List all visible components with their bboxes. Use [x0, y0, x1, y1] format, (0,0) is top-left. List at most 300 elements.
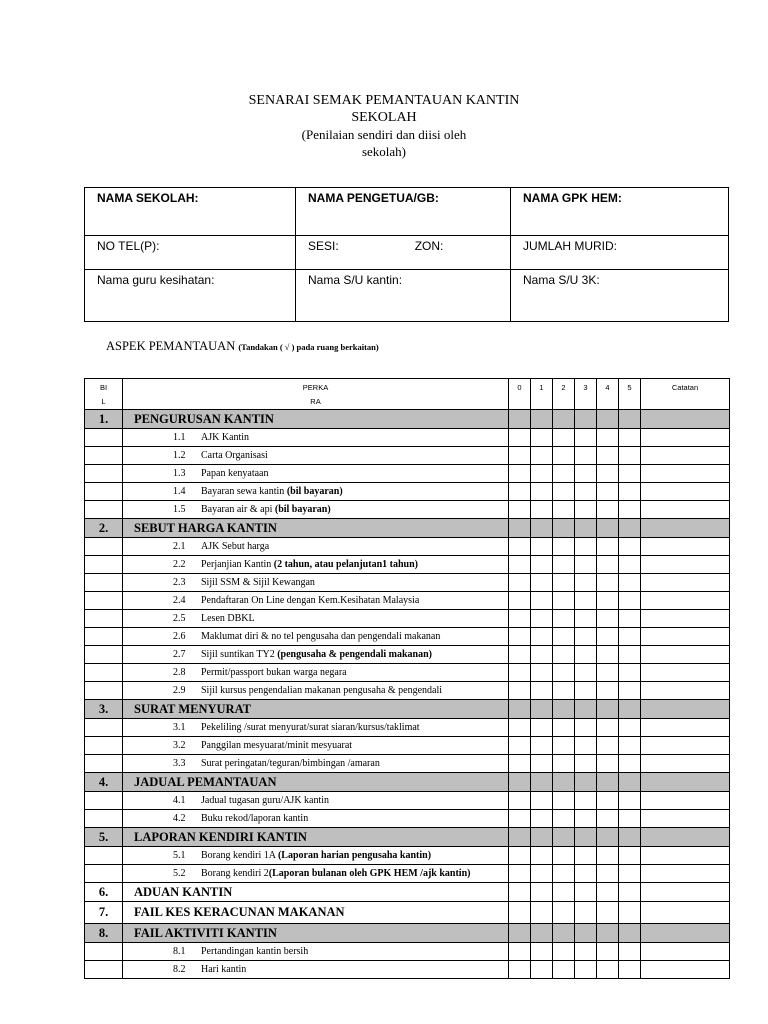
catatan-cell[interactable] — [641, 664, 730, 682]
score-cell-5[interactable] — [619, 943, 641, 961]
score-cell-5[interactable] — [619, 592, 641, 610]
score-cell-5[interactable] — [619, 810, 641, 828]
score-cell-1[interactable] — [531, 538, 553, 556]
section-title: JADUAL PEMANTAUAN — [123, 773, 509, 792]
score-cell-5[interactable] — [619, 483, 641, 501]
score-cell-5[interactable] — [619, 429, 641, 447]
score-cell-4[interactable] — [597, 737, 619, 755]
item-number: 2.1 — [173, 541, 186, 552]
score-cell-1[interactable] — [531, 429, 553, 447]
score-cell-4[interactable] — [597, 847, 619, 865]
score-cell-5[interactable] — [619, 501, 641, 519]
score-cell-4[interactable] — [597, 483, 619, 501]
score-cell-0[interactable] — [509, 961, 531, 979]
catatan-cell[interactable] — [641, 628, 730, 646]
item-bil-empty — [85, 719, 123, 737]
score-cell-2[interactable] — [553, 538, 575, 556]
catatan-cell[interactable] — [641, 610, 730, 628]
score-cell-4[interactable] — [597, 700, 619, 719]
item-row — [85, 429, 730, 447]
score-cell-1[interactable] — [531, 810, 553, 828]
section-row — [85, 924, 730, 943]
item-row — [85, 501, 730, 519]
score-cell-2[interactable] — [553, 519, 575, 538]
score-cell-0[interactable] — [509, 719, 531, 737]
score-cell-1[interactable] — [531, 410, 553, 429]
catatan-cell[interactable] — [641, 847, 730, 865]
score-cell-4[interactable] — [597, 429, 619, 447]
item-row — [85, 447, 730, 465]
score-cell-5[interactable] — [619, 519, 641, 538]
score-cell-1[interactable] — [531, 592, 553, 610]
score-cell-4[interactable] — [597, 501, 619, 519]
score-cell-4[interactable] — [597, 902, 619, 924]
score-cell-0[interactable] — [509, 773, 531, 792]
score-cell-1[interactable] — [531, 574, 553, 592]
score-cell-2[interactable] — [553, 810, 575, 828]
score-cell-2[interactable] — [553, 574, 575, 592]
score-cell-5[interactable] — [619, 961, 641, 979]
catatan-cell[interactable] — [641, 902, 730, 924]
header-score-5: 5 — [619, 379, 641, 410]
score-cell-3[interactable] — [575, 483, 597, 501]
score-cell-5[interactable] — [619, 610, 641, 628]
item-number: 2.5 — [173, 613, 186, 624]
score-cell-1[interactable] — [531, 865, 553, 883]
catatan-cell[interactable] — [641, 943, 730, 961]
score-cell-5[interactable] — [619, 700, 641, 719]
catatan-cell[interactable] — [641, 429, 730, 447]
score-cell-0[interactable] — [509, 883, 531, 902]
score-cell-3[interactable] — [575, 943, 597, 961]
score-cell-5[interactable] — [619, 538, 641, 556]
header-score-4: 4 — [597, 379, 619, 410]
score-cell-1[interactable] — [531, 682, 553, 700]
score-cell-4[interactable] — [597, 646, 619, 664]
item-bil-empty — [85, 682, 123, 700]
section-row — [85, 902, 730, 924]
score-cell-2[interactable] — [553, 847, 575, 865]
score-cell-1[interactable] — [531, 610, 553, 628]
score-cell-1[interactable] — [531, 519, 553, 538]
score-cell-2[interactable] — [553, 902, 575, 924]
item-description — [123, 961, 509, 979]
score-cell-4[interactable] — [597, 447, 619, 465]
score-cell-4[interactable] — [597, 519, 619, 538]
sesi-zon-field[interactable] — [296, 236, 511, 270]
score-cell-3[interactable] — [575, 664, 597, 682]
catatan-cell[interactable] — [641, 737, 730, 755]
score-cell-0[interactable] — [509, 943, 531, 961]
score-cell-3[interactable] — [575, 628, 597, 646]
item-number: 4.1 — [173, 795, 186, 806]
score-cell-0[interactable] — [509, 737, 531, 755]
score-cell-5[interactable] — [619, 883, 641, 902]
section-title: LAPORAN KENDIRI KANTIN — [123, 828, 509, 847]
catatan-cell[interactable] — [641, 592, 730, 610]
score-cell-4[interactable] — [597, 628, 619, 646]
guru-kesihatan-field[interactable] — [85, 270, 296, 322]
score-cell-1[interactable] — [531, 737, 553, 755]
score-cell-2[interactable] — [553, 447, 575, 465]
score-cell-3[interactable] — [575, 865, 597, 883]
item-emphasis: (2 tahun, atau pelanjutan1 tahun) — [273, 559, 418, 570]
item-number: 1.4 — [173, 486, 186, 497]
score-cell-5[interactable] — [619, 646, 641, 664]
score-cell-3[interactable] — [575, 828, 597, 847]
guru-kesihatan-label: Nama guru kesihatan: — [97, 273, 215, 287]
score-cell-0[interactable] — [509, 483, 531, 501]
item-number: 2.4 — [173, 595, 186, 606]
item-text: Hari kantin — [201, 964, 247, 975]
score-cell-1[interactable] — [531, 628, 553, 646]
title-line-4: sekolah) — [361, 144, 407, 159]
item-text: Pekeliling /surat menyurat/surat siaran/kursus/taklimat — [201, 722, 420, 733]
score-cell-1[interactable] — [531, 773, 553, 792]
score-cell-4[interactable] — [597, 810, 619, 828]
score-cell-5[interactable] — [619, 447, 641, 465]
score-cell-0[interactable] — [509, 755, 531, 773]
score-cell-1[interactable] — [531, 755, 553, 773]
jumlah-murid-field[interactable] — [511, 236, 729, 270]
catatan-cell[interactable] — [641, 773, 730, 792]
score-cell-3[interactable] — [575, 847, 597, 865]
score-cell-3[interactable] — [575, 646, 597, 664]
catatan-cell[interactable] — [641, 961, 730, 979]
score-cell-3[interactable] — [575, 700, 597, 719]
score-cell-5[interactable] — [619, 628, 641, 646]
score-cell-3[interactable] — [575, 501, 597, 519]
item-number: 1.3 — [173, 468, 186, 479]
nama-sekolah-label: NAMA SEKOLAH: — [97, 191, 199, 205]
item-number: 5.1 — [173, 850, 186, 861]
item-emphasis: (bil bayaran) — [286, 486, 343, 497]
score-cell-5[interactable] — [619, 465, 641, 483]
catatan-cell[interactable] — [641, 883, 730, 902]
item-number: 3.3 — [173, 758, 186, 769]
score-cell-2[interactable] — [553, 792, 575, 810]
score-cell-0[interactable] — [509, 628, 531, 646]
score-cell-5[interactable] — [619, 847, 641, 865]
score-cell-0[interactable] — [509, 924, 531, 943]
item-emphasis: (pengusaha & pengendali makanan) — [277, 649, 432, 660]
item-bil-empty — [85, 737, 123, 755]
score-cell-5[interactable] — [619, 737, 641, 755]
score-cell-0[interactable] — [509, 410, 531, 429]
score-cell-3[interactable] — [575, 465, 597, 483]
catatan-cell[interactable] — [641, 792, 730, 810]
score-cell-2[interactable] — [553, 737, 575, 755]
zon-label: ZON: — [414, 239, 444, 253]
score-cell-4[interactable] — [597, 556, 619, 574]
score-cell-3[interactable] — [575, 719, 597, 737]
catatan-cell[interactable] — [641, 682, 730, 700]
item-text: Perjanjian Kantin — [201, 559, 274, 570]
score-cell-3[interactable] — [575, 592, 597, 610]
score-cell-5[interactable] — [619, 924, 641, 943]
item-bil-empty — [85, 810, 123, 828]
catatan-cell[interactable] — [641, 865, 730, 883]
score-cell-3[interactable] — [575, 574, 597, 592]
item-number: 8.1 — [173, 946, 186, 957]
catatan-cell[interactable] — [641, 755, 730, 773]
catatan-cell[interactable] — [641, 810, 730, 828]
score-cell-1[interactable] — [531, 943, 553, 961]
score-cell-5[interactable] — [619, 865, 641, 883]
score-cell-1[interactable] — [531, 501, 553, 519]
score-cell-0[interactable] — [509, 847, 531, 865]
score-cell-3[interactable] — [575, 773, 597, 792]
score-cell-4[interactable] — [597, 755, 619, 773]
nama-gpk-label: NAMA GPK HEM: — [523, 191, 622, 205]
catatan-cell[interactable] — [641, 556, 730, 574]
score-cell-2[interactable] — [553, 700, 575, 719]
score-cell-5[interactable] — [619, 719, 641, 737]
score-cell-4[interactable] — [597, 828, 619, 847]
score-cell-1[interactable] — [531, 847, 553, 865]
score-cell-3[interactable] — [575, 429, 597, 447]
score-cell-5[interactable] — [619, 574, 641, 592]
catatan-cell[interactable] — [641, 719, 730, 737]
item-row — [85, 737, 730, 755]
score-cell-4[interactable] — [597, 465, 619, 483]
item-bil-empty — [85, 538, 123, 556]
score-cell-0[interactable] — [509, 682, 531, 700]
catatan-cell[interactable] — [641, 700, 730, 719]
score-cell-3[interactable] — [575, 737, 597, 755]
score-cell-2[interactable] — [553, 556, 575, 574]
score-cell-5[interactable] — [619, 556, 641, 574]
score-cell-4[interactable] — [597, 792, 619, 810]
catatan-cell[interactable] — [641, 519, 730, 538]
score-cell-3[interactable] — [575, 610, 597, 628]
item-description — [123, 574, 509, 592]
item-text: Maklumat diri & no tel pengusaha dan pengendali makanan — [201, 631, 441, 642]
item-number: 1.2 — [173, 450, 186, 461]
score-cell-3[interactable] — [575, 447, 597, 465]
score-cell-3[interactable] — [575, 682, 597, 700]
catatan-cell[interactable] — [641, 538, 730, 556]
score-cell-0[interactable] — [509, 610, 531, 628]
score-cell-4[interactable] — [597, 943, 619, 961]
score-cell-2[interactable] — [553, 429, 575, 447]
score-cell-4[interactable] — [597, 664, 619, 682]
score-cell-2[interactable] — [553, 883, 575, 902]
score-cell-4[interactable] — [597, 592, 619, 610]
score-cell-1[interactable] — [531, 828, 553, 847]
score-cell-0[interactable] — [509, 700, 531, 719]
section-title: ADUAN KANTIN — [123, 883, 509, 902]
catatan-cell[interactable] — [641, 646, 730, 664]
score-cell-0[interactable] — [509, 902, 531, 924]
section-number: 5. — [85, 828, 123, 847]
catatan-cell[interactable] — [641, 828, 730, 847]
item-description — [123, 465, 509, 483]
score-cell-1[interactable] — [531, 447, 553, 465]
su-3k-label: Nama S/U 3K: — [523, 273, 600, 287]
score-cell-2[interactable] — [553, 682, 575, 700]
catatan-cell[interactable] — [641, 447, 730, 465]
item-bil-empty — [85, 847, 123, 865]
score-cell-2[interactable] — [553, 465, 575, 483]
section-number: 6. — [85, 883, 123, 902]
score-cell-5[interactable] — [619, 410, 641, 429]
catatan-cell[interactable] — [641, 483, 730, 501]
score-cell-1[interactable] — [531, 700, 553, 719]
catatan-cell[interactable] — [641, 501, 730, 519]
score-cell-2[interactable] — [553, 664, 575, 682]
item-row — [85, 592, 730, 610]
item-text: AJK Kantin — [201, 432, 250, 443]
score-cell-5[interactable] — [619, 773, 641, 792]
score-cell-0[interactable] — [509, 447, 531, 465]
score-cell-0[interactable] — [509, 646, 531, 664]
score-cell-0[interactable] — [509, 429, 531, 447]
item-bil-empty — [85, 574, 123, 592]
score-cell-0[interactable] — [509, 592, 531, 610]
header-perkara: PERKA RA — [123, 379, 509, 410]
score-cell-5[interactable] — [619, 792, 641, 810]
score-cell-3[interactable] — [575, 519, 597, 538]
section-row — [85, 700, 730, 719]
nama-gpk-field[interactable] — [511, 188, 729, 236]
score-cell-1[interactable] — [531, 646, 553, 664]
score-cell-3[interactable] — [575, 556, 597, 574]
school-info-table — [84, 187, 729, 322]
score-cell-2[interactable] — [553, 483, 575, 501]
item-row — [85, 943, 730, 961]
item-bil-empty — [85, 961, 123, 979]
item-row — [85, 792, 730, 810]
score-cell-5[interactable] — [619, 828, 641, 847]
score-cell-2[interactable] — [553, 865, 575, 883]
score-cell-0[interactable] — [509, 501, 531, 519]
score-cell-3[interactable] — [575, 410, 597, 429]
score-cell-0[interactable] — [509, 810, 531, 828]
item-row — [85, 646, 730, 664]
section-title: SURAT MENYURAT — [123, 700, 509, 719]
item-bil-empty — [85, 447, 123, 465]
score-cell-3[interactable] — [575, 961, 597, 979]
score-cell-1[interactable] — [531, 902, 553, 924]
score-cell-4[interactable] — [597, 773, 619, 792]
score-cell-0[interactable] — [509, 519, 531, 538]
item-text: Sijil SSM & Sijil Kewangan — [201, 577, 315, 588]
score-cell-3[interactable] — [575, 755, 597, 773]
su-kantin-field[interactable] — [296, 270, 511, 322]
score-cell-0[interactable] — [509, 664, 531, 682]
score-cell-4[interactable] — [597, 924, 619, 943]
score-cell-4[interactable] — [597, 883, 619, 902]
item-row — [85, 610, 730, 628]
no-tel-label: NO TEL(P): — [97, 239, 160, 253]
item-text: Borang kendiri 1A — [201, 850, 278, 861]
score-cell-3[interactable] — [575, 792, 597, 810]
item-description — [123, 501, 509, 519]
score-cell-2[interactable] — [553, 628, 575, 646]
item-bil-empty — [85, 465, 123, 483]
score-cell-0[interactable] — [509, 538, 531, 556]
score-cell-2[interactable] — [553, 719, 575, 737]
score-cell-5[interactable] — [619, 682, 641, 700]
score-cell-0[interactable] — [509, 828, 531, 847]
score-cell-0[interactable] — [509, 465, 531, 483]
section-title: PENGURUSAN KANTIN — [123, 410, 509, 429]
score-cell-1[interactable] — [531, 719, 553, 737]
score-cell-1[interactable] — [531, 664, 553, 682]
score-cell-4[interactable] — [597, 538, 619, 556]
score-cell-2[interactable] — [553, 646, 575, 664]
item-row — [85, 483, 730, 501]
score-cell-2[interactable] — [553, 755, 575, 773]
score-cell-4[interactable] — [597, 610, 619, 628]
score-cell-4[interactable] — [597, 574, 619, 592]
score-cell-4[interactable] — [597, 410, 619, 429]
section-row — [85, 828, 730, 847]
score-cell-3[interactable] — [575, 810, 597, 828]
item-number: 2.7 — [173, 649, 186, 660]
item-text: Surat peringatan/teguran/bimbingan /amaran — [201, 758, 380, 769]
no-tel-field[interactable] — [85, 236, 296, 270]
score-cell-0[interactable] — [509, 865, 531, 883]
catatan-cell[interactable] — [641, 465, 730, 483]
score-cell-0[interactable] — [509, 574, 531, 592]
su-3k-field[interactable] — [511, 270, 729, 322]
section-row — [85, 410, 730, 429]
score-cell-2[interactable] — [553, 410, 575, 429]
score-cell-2[interactable] — [553, 828, 575, 847]
score-cell-1[interactable] — [531, 924, 553, 943]
score-cell-4[interactable] — [597, 865, 619, 883]
item-row — [85, 865, 730, 883]
score-cell-5[interactable] — [619, 902, 641, 924]
score-cell-3[interactable] — [575, 902, 597, 924]
score-cell-1[interactable] — [531, 883, 553, 902]
score-cell-2[interactable] — [553, 773, 575, 792]
score-cell-1[interactable] — [531, 483, 553, 501]
header-score-1: 1 — [531, 379, 553, 410]
score-cell-1[interactable] — [531, 961, 553, 979]
score-cell-5[interactable] — [619, 755, 641, 773]
nama-sekolah-field[interactable] — [85, 188, 296, 236]
item-number: 5.2 — [173, 868, 186, 879]
score-cell-2[interactable] — [553, 610, 575, 628]
score-cell-0[interactable] — [509, 792, 531, 810]
score-cell-1[interactable] — [531, 465, 553, 483]
score-cell-3[interactable] — [575, 883, 597, 902]
score-cell-2[interactable] — [553, 943, 575, 961]
catatan-cell[interactable] — [641, 574, 730, 592]
score-cell-1[interactable] — [531, 792, 553, 810]
score-cell-5[interactable] — [619, 664, 641, 682]
score-cell-2[interactable] — [553, 501, 575, 519]
score-cell-3[interactable] — [575, 538, 597, 556]
score-cell-2[interactable] — [553, 924, 575, 943]
section-row — [85, 519, 730, 538]
score-cell-2[interactable] — [553, 961, 575, 979]
score-cell-4[interactable] — [597, 961, 619, 979]
catatan-cell[interactable] — [641, 924, 730, 943]
nama-pengetua-field[interactable] — [296, 188, 511, 236]
score-cell-0[interactable] — [509, 556, 531, 574]
score-cell-2[interactable] — [553, 592, 575, 610]
score-cell-4[interactable] — [597, 682, 619, 700]
catatan-cell[interactable] — [641, 410, 730, 429]
score-cell-3[interactable] — [575, 924, 597, 943]
score-cell-4[interactable] — [597, 719, 619, 737]
score-cell-1[interactable] — [531, 556, 553, 574]
item-text: Permit/passport bukan warga negara — [201, 667, 347, 678]
